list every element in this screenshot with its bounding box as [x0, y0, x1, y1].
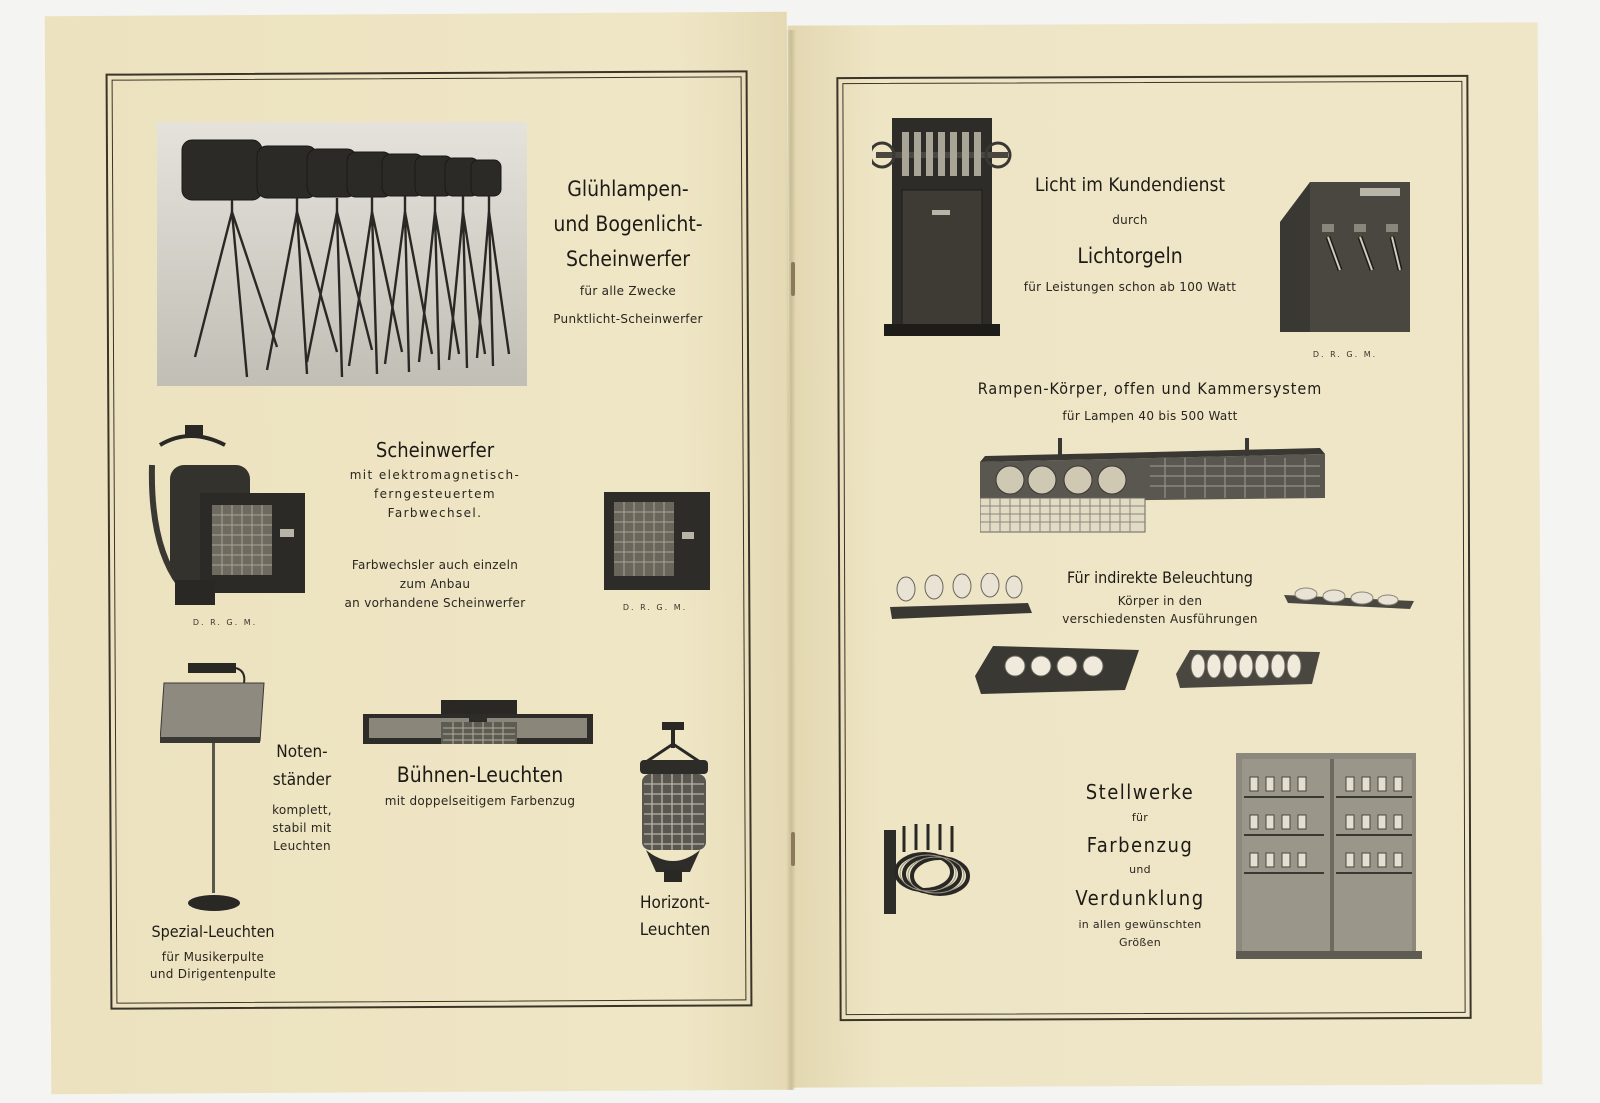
indirect-fixture-2-photo [1284, 585, 1416, 611]
control-box-photo [1270, 182, 1422, 342]
horizon-light-photo [636, 722, 716, 884]
drgm-mark-right: D. R. G. M. [622, 603, 688, 612]
ramps-title: Rampen-Körper, offen und Kammersystem [977, 379, 1323, 398]
light-organ-cabinet-photo [872, 118, 1012, 336]
music-stand-desc-1: komplett, [272, 803, 332, 817]
spotlight-note-2: zum Anbau [399, 577, 471, 591]
stage-lights-subtitle: mit doppelseitigem Farbenzug [384, 794, 576, 808]
music-stand-desc-2: stabil mit [272, 821, 332, 835]
customer-service-subtitle: für Leistungen schon ab 100 Watt [1023, 280, 1237, 294]
staple-bottom [791, 832, 795, 866]
resistor-coils-photo [884, 822, 972, 916]
indirect-fixture-4-photo [1176, 646, 1320, 690]
music-stand-photo [160, 663, 270, 915]
switchgear-desc-2: Größen [1118, 936, 1161, 949]
customer-service-connector: durch [1112, 213, 1148, 227]
switchgear-title: Stellwerke [1085, 780, 1195, 804]
spotlight-title: Scheinwerfer [375, 438, 495, 462]
color-changer-photo [604, 492, 710, 592]
switchgear-title-2: Farbenzug [1086, 833, 1194, 857]
spotlight-desc-3: Farbwechsel. [387, 506, 483, 520]
special-lights-title: Spezial-Leuchten [151, 922, 275, 941]
switchboard-photo [1236, 753, 1422, 963]
special-lights-desc-2: und Dirigentenpulte [149, 967, 277, 981]
drgm-mark-left: D. R. G. M. [192, 618, 258, 627]
spotlight-note-3: an vorhandene Scheinwerfer [344, 596, 526, 610]
music-stand-title-1: Noten- [276, 742, 328, 762]
spotlight-note-1: Farbwechsler auch einzeln [351, 558, 519, 572]
ramps-subtitle: für Lampen 40 bis 500 Watt [1062, 409, 1238, 423]
stage-light-photo [363, 700, 593, 750]
spotlight-photo [140, 425, 315, 615]
special-lights-desc-1: für Musikerpulte [161, 950, 265, 964]
horizon-title-1: Horizont- [640, 893, 710, 913]
drgm-mark-control-box: D. R. G. M. [1312, 350, 1378, 359]
music-stand-title-2: ständer [272, 770, 332, 790]
horizon-title-2: Leuchten [639, 920, 711, 940]
switchgear-word-und: und [1129, 863, 1151, 876]
spotlight-desc-1: mit elektromagnetisch- [349, 468, 521, 482]
lichtorgeln-title: Lichtorgeln [1077, 244, 1183, 268]
customer-service-title: Licht im Kundendienst [1034, 174, 1226, 196]
switchgear-word-fuer: für [1131, 811, 1149, 824]
gutter-shadow [786, 30, 796, 1090]
floodlights-extra: Punktlicht-Scheinwerfer [553, 312, 703, 326]
floodlights-title-2: und Bogenlicht- [553, 212, 703, 236]
floodlights-title-1: Glühlampen- [567, 177, 689, 201]
floodlights-photo [157, 122, 527, 386]
indirect-title: Für indirekte Beleuchtung [1067, 568, 1253, 587]
indirect-fixture-1-photo [888, 573, 1034, 621]
floodlights-subtitle: für alle Zwecke [579, 284, 677, 298]
staple-top [791, 262, 795, 296]
floodlights-title-3: Scheinwerfer [565, 247, 691, 271]
stage-lights-title: Bühnen-Leuchten [396, 763, 564, 787]
switchgear-desc-1: in allen gewünschten [1078, 918, 1202, 931]
indirect-fixture-3-photo [975, 646, 1139, 696]
switchgear-title-3: Verdunklung [1075, 886, 1205, 910]
indirect-desc-1: Körper in den [1117, 594, 1203, 608]
indirect-desc-2: verschiedensten Ausführungen [1062, 612, 1258, 626]
music-stand-desc-3: Leuchten [273, 839, 331, 853]
spotlight-desc-2: ferngesteuertem [374, 487, 496, 501]
ramp-photo [980, 438, 1325, 534]
